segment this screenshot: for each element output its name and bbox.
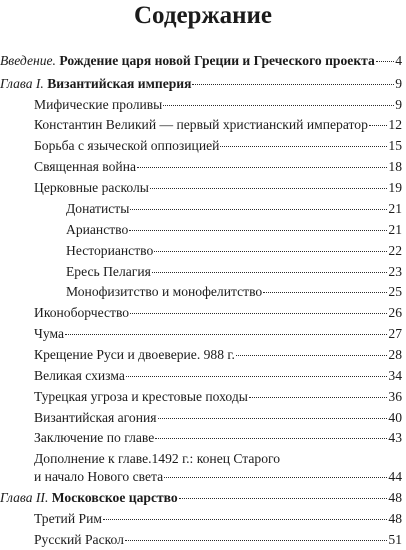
toc-entry[interactable] xyxy=(34,429,402,446)
toc-entry-intro[interactable] xyxy=(0,52,402,69)
toc-entry[interactable] xyxy=(34,325,402,342)
entry-title: Крещение Руси и двоеверие. 988 г. xyxy=(34,346,235,362)
entry-title: Византийская агония xyxy=(34,409,157,425)
toc-entry[interactable] xyxy=(34,137,402,154)
leader-dots xyxy=(155,438,387,439)
page-number: 12 xyxy=(388,117,402,133)
toc-subentry[interactable] xyxy=(66,221,402,238)
page-number: 18 xyxy=(388,159,402,175)
entry-title: Ересь Пелагия xyxy=(66,263,151,279)
toc-entry[interactable] xyxy=(34,409,402,426)
page-number: 25 xyxy=(388,284,402,300)
entry-title: Заключение по главе xyxy=(34,430,155,446)
toc-subentry[interactable] xyxy=(66,283,402,300)
leader-dots xyxy=(179,498,388,499)
entry-title: Рождение царя новой Греции и Греческого проекта xyxy=(59,53,375,68)
page-number: 26 xyxy=(388,305,402,321)
page-title: Содержание xyxy=(133,2,272,29)
page-number: 51 xyxy=(388,532,402,547)
toc-entry-addendum[interactable] xyxy=(34,468,402,485)
toc-subentry[interactable] xyxy=(66,200,402,217)
entry-title: Византийская империя xyxy=(47,75,192,91)
entry-prefix: Глава I. xyxy=(0,75,44,91)
entry-title: Турецкая угроза и крестовые походы xyxy=(34,388,248,404)
entry-title: Третий Рим xyxy=(34,511,102,527)
entry-title: Монофизитство и монофелитство xyxy=(66,284,263,300)
entry-title: Мифические проливы xyxy=(34,96,163,112)
toc-entry[interactable] xyxy=(34,96,402,113)
page-number: 48 xyxy=(388,511,402,527)
entry-title: Церковные расколы xyxy=(34,180,149,195)
toc-entry[interactable] xyxy=(34,179,402,196)
entry-title: Арианство xyxy=(66,221,129,237)
leader-dots xyxy=(376,61,394,62)
toc-entry[interactable] xyxy=(34,116,402,133)
page-number: 28 xyxy=(388,346,402,362)
page-number: 27 xyxy=(388,326,402,342)
leader-dots xyxy=(158,418,388,419)
leader-dots xyxy=(152,272,388,273)
leader-dots xyxy=(125,540,387,541)
toc-entry[interactable] xyxy=(34,367,402,384)
entry-title: Иконоборчество xyxy=(34,305,130,321)
leader-dots xyxy=(150,188,387,189)
entry-title: Московское царство xyxy=(51,490,178,506)
leader-dots xyxy=(369,125,388,126)
toc-entry-addendum-line-1[interactable]: Дополнение к главе.1492 г.: конец Старого xyxy=(34,451,281,467)
entry-title: Великая схизма xyxy=(34,367,125,383)
leader-dots xyxy=(137,167,387,168)
page-number: 4 xyxy=(395,53,402,68)
leader-dots xyxy=(129,230,387,231)
page-number: 48 xyxy=(388,490,402,506)
entry-prefix: Глава II. xyxy=(0,490,49,506)
page-number: 19 xyxy=(388,180,402,195)
leader-dots xyxy=(65,334,387,335)
toc-subentry[interactable] xyxy=(66,242,402,259)
toc-entry-chapter-1[interactable] xyxy=(0,75,402,92)
leader-dots xyxy=(164,477,387,478)
leader-dots xyxy=(130,209,387,210)
entry-title: Священная война xyxy=(34,159,136,175)
page-number: 22 xyxy=(388,242,402,258)
entry-title: Чума xyxy=(34,326,64,342)
toc-entry[interactable] xyxy=(34,158,402,175)
entry-prefix: Введение. xyxy=(0,53,56,68)
toc-entry[interactable] xyxy=(34,531,402,548)
toc-entry[interactable] xyxy=(34,346,402,363)
leader-dots xyxy=(192,84,394,85)
page-number: 9 xyxy=(395,75,402,91)
entry-title: Борьба с языческой оппозицией xyxy=(34,138,220,154)
page-number: 21 xyxy=(388,221,402,237)
toc-subentry[interactable] xyxy=(66,263,402,280)
entry-title: Константин Великий — первый христианский император xyxy=(34,117,368,133)
entry-title: Несторианство xyxy=(66,242,154,258)
toc-entry[interactable] xyxy=(34,304,402,321)
toc-entry-chapter-2[interactable] xyxy=(0,489,402,506)
page-number: 15 xyxy=(388,138,402,154)
page-number: 43 xyxy=(388,430,402,446)
entry-title: Донатисты xyxy=(66,200,130,216)
entry-title: и начало Нового света xyxy=(34,468,164,484)
page-number: 44 xyxy=(388,468,402,484)
leader-dots xyxy=(249,397,388,398)
leader-dots xyxy=(154,251,387,252)
leader-dots xyxy=(263,292,387,293)
leader-dots xyxy=(163,105,394,106)
page-number: 40 xyxy=(388,409,402,425)
leader-dots xyxy=(126,376,388,377)
page-number: 34 xyxy=(388,367,402,383)
toc-entry[interactable] xyxy=(34,388,402,405)
leader-dots xyxy=(236,355,388,356)
leader-dots xyxy=(130,313,387,314)
page-number: 9 xyxy=(395,96,402,112)
page-number: 36 xyxy=(388,388,402,404)
leader-dots xyxy=(103,519,387,520)
page-number: 23 xyxy=(388,263,402,279)
leader-dots xyxy=(220,146,387,147)
entry-title: Русский Раскол xyxy=(34,532,124,547)
page-number: 21 xyxy=(388,200,402,216)
toc-entry[interactable] xyxy=(34,510,402,527)
